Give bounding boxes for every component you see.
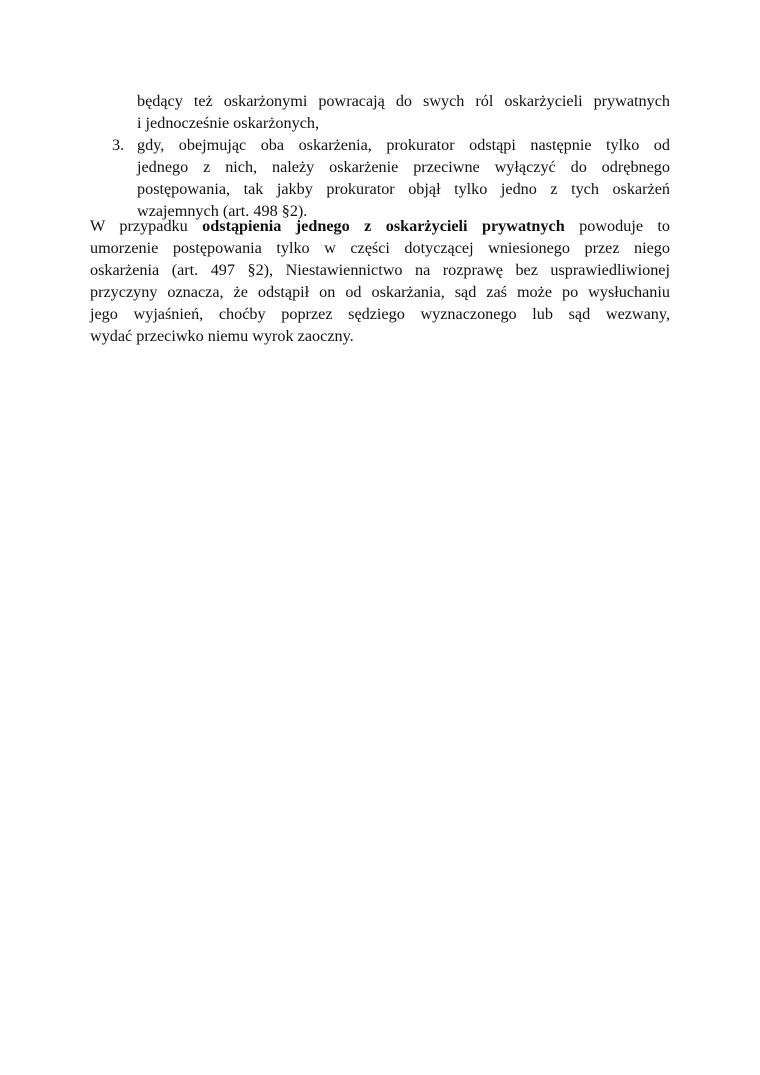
paragraph-line <box>90 215 670 237</box>
list-text-line: i jednocześnie oskarżonych, <box>137 114 320 132</box>
paragraph-line: przyczyny oznacza, że odstąpił on od oskarżania, sąd zaś może po wysłuchaniu <box>90 283 670 301</box>
list-text-line: będący też oskarżonymi powracają do swych ról oskarżycieli prywatnych <box>137 92 670 110</box>
list-item-3-line <box>137 178 670 200</box>
list-item-3-line <box>137 156 670 178</box>
list-text-line: gdy, obejmując oba oskarżenia, prokurator odstąpi następnie tylko od <box>137 136 670 154</box>
list-text-line: jednego z nich, należy oskarżenie przeciwne wyłączyć do odrębnego <box>137 158 670 176</box>
paragraph-text: W przypadku <box>90 217 188 235</box>
list-item-number: 3. <box>112 136 125 154</box>
paragraph-bold-phrase: odstąpienia jednego z oskarżycieli prywatnych <box>202 217 565 235</box>
list-item-3 <box>90 134 670 156</box>
paragraph-text: powoduje to <box>579 217 671 235</box>
body-paragraph <box>90 215 670 347</box>
list-text-line: postępowania, tak jakby prokurator objął tylko jedno z tych oskarżeń <box>137 180 670 198</box>
list-item-2-continuation <box>137 112 670 134</box>
paragraph-line: jego wyjaśnień, choćby poprzez sędziego wyznaczonego lub sąd wezwany, <box>90 305 670 323</box>
list-item-2-continuation <box>137 90 670 112</box>
list-text-line: wzajemnych (art. 498 §2). <box>137 202 308 220</box>
paragraph-line: umorzenie postępowania tylko w części dotyczącej wniesionego przez niego <box>90 239 670 257</box>
paragraph-line: wydać przeciwko niemu wyrok zaoczny. <box>90 327 354 345</box>
numbered-list <box>90 90 670 222</box>
paragraph-line: oskarżenia (art. 497 §2), Niestawiennictwo na rozprawę bez usprawiedliwionej <box>90 261 670 279</box>
